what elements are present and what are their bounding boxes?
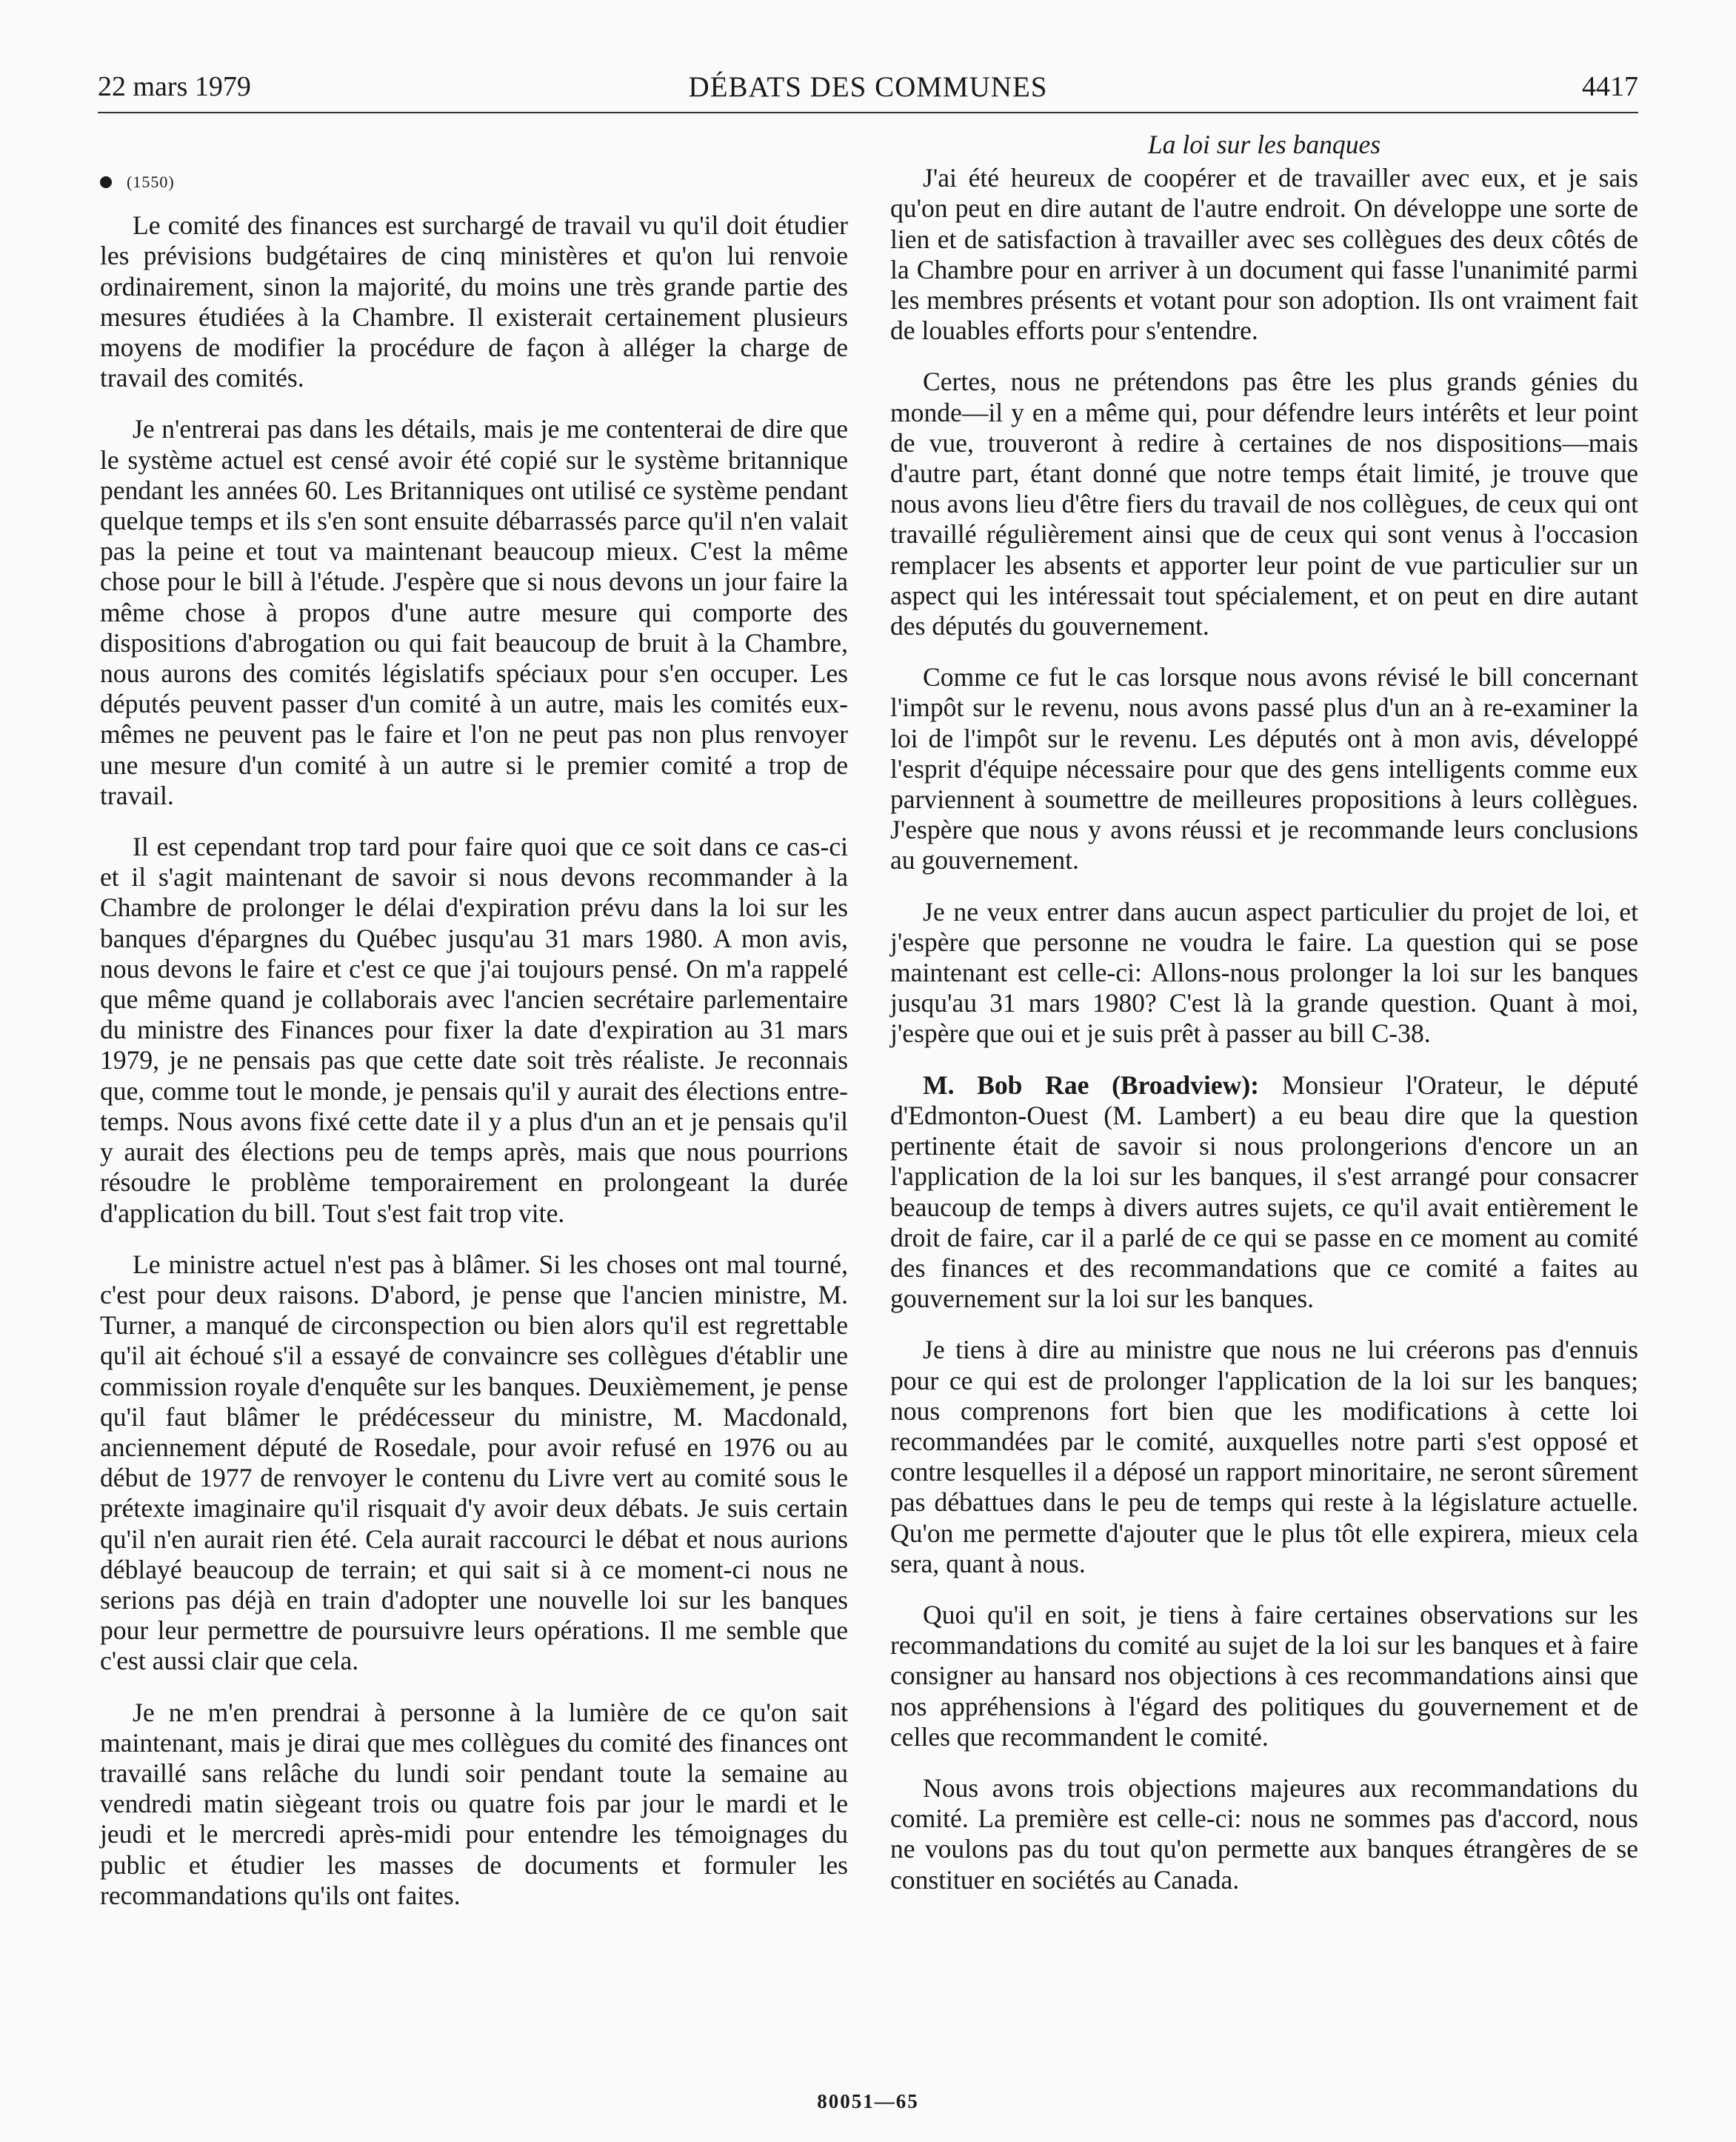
paragraph: Le ministre actuel n'est pas à blâmer. Si les choses ont mal tourné, c'est pour deux raisons. D'abord, je pense que l'ancien ministre, M. Turner, a manqué de circonspection ou bien alors qu'il est regrettable qu'il ait échoué s'il a essayé de convaincre ses collègues d'établir une commission royale d'enquête sur les banques. Deuxièmement, je pense qu'il faut blâmer le prédécesseur du ministre, M. Macdonald, anciennement député de Rosedale, pour avoir refusé en 1976 ou au début de 1977 de renvoyer le contenu du Livre vert au comité sous le prétexte imaginaire qu'il risquait d'y avoir deux débats. Je suis certain qu'il n'en aurait rien été. Cela aurait raccourci le débat et nous aurions déblayé beaucoup de terrain; et qui sait si à ce moment-ci nous ne serions pas déjà en train d'adopter une nouvelle loi sur les banques pour leur permettre de poursuivre leurs opérations. Il me semble que c'est aussi clair que cela. [100,1249,848,1676]
left-column [100,167,848,1932]
header-page-number: 4417 [1582,71,1638,102]
paragraph: Il est cependant trop tard pour faire quoi que ce soit dans ce cas-ci et il s'agit maintenant de savoir si nous devons recommander à la Chambre de prolonger le délai d'expiration prévu dans la loi sur les banques d'épargnes du Québec jusqu'au 31 mars 1980. A mon avis, nous devons le faire et c'est ce que j'ai toujours pensé. On m'a rappelé que même quand je collaborais avec l'ancien secrétaire parlementaire du ministre des Finances pour fixer la date d'expiration au 31 mars 1979, je ne pensais pas que cette date soit très réaliste. Je reconnais que, comme tout le monde, je pensais qu'il y aurait des élections entre-temps. Nous avons fixé cette date il y a plus d'un an et je pensais qu'il y aurait des élections peu de temps après, mais que nous pourrions résoudre le problème temporairement en prolongeant la durée d'application du bill. Tout s'est fait trop vite. [100,832,848,1228]
paragraph: Nous avons trois objections majeures aux recommandations du comité. La première est celle-ci: nous ne sommes pas d'accord, nous ne voulons pas du tout qu'on permette aux banques étrangères de se constituer en sociétés au Canada. [890,1772,1638,1895]
header-date: 22 mars 1979 [98,71,251,102]
paragraph: Quoi qu'il en soit, je tiens à faire certaines observations sur les recommandations du comité au sujet de la loi sur les banques et à faire consigner au hansard nos objections à ces recommandations ainsi que nos appréhensions à l'égard des politiques du gouvernement et de celles que recommandent le comité. [890,1599,1638,1752]
paragraph: Certes, nous ne prétendons pas être les plus grands génies du monde—il y en a même qui, pour défendre leurs intérêts et leur point de vue, trouveront à redire à certaines de nos dispositions—mais d'autre part, étant donné que notre temps était limité, je trouve que nous avons lieu d'être fiers du travail de nos collègues, de ceux qui ont travaillé régulièrement ainsi que de ceux qui sont venus à l'occasion remplacer les absents et apporter leur point de vue particulier sur un aspect qui les intéressait tout spécialement, et on peut en dire autant des députés du gouvernement. [890,367,1638,641]
time-marker-label: (1550) [127,173,175,191]
section-heading: La loi sur les banques [1147,130,1381,159]
paragraph: Le comité des finances est surchargé de travail vu qu'il doit étudier les prévisions budgétaires de cinq ministères et qu'on lui renvoie ordinairement, sinon la majorité, du moins une très grande partie des mesures étudiées à la Chambre. Il existerait certainement plusieurs moyens de modifier la procédure de façon à alléger la charge de travail des comités. [100,210,848,393]
bullet-icon [100,176,112,188]
page-header [98,70,1638,113]
paragraph: Je ne m'en prendrai à personne à la lumière de ce qu'on sait maintenant, mais je dirai que mes collègues du comité des finances ont travaillé sans relâche du lundi soir pendant toute la semaine au vendredi matin siègeant trois ou quatre fois par jour le mardi et le jeudi et le mercredi après-midi pour entendre les témoignages du public et étudier les masses de documents et formuler les recommandations qu'ils ont faites. [100,1697,848,1910]
paragraph: Comme ce fut le cas lorsque nous avons révisé le bill concernant l'impôt sur le revenu, nous avons passé plus d'un an à re-examiner la loi de l'impôt sur le revenu. Les députés ont à mon avis, développé l'esprit d'équipe nécessaire pour que des gens intelligents comme eux parviennent à soumettre de meilleures propositions à leurs collègues. J'espère que nous y avons réussi et je recommande leurs conclusions au gouvernement. [890,662,1638,875]
right-column [890,130,1638,1916]
paragraph: Je ne veux entrer dans aucun aspect particulier du projet de loi, et j'espère que personne ne voudra le faire. La question qui se pose maintenant est celle-ci: Allons-nous prolonger la loi sur les banques jusqu'au 31 mars 1980? C'est là la grande question. Quant à moi, j'espère que oui et je suis prêt à passer au bill C-38. [890,896,1638,1049]
time-marker [100,167,848,197]
speaker-text: Monsieur l'Orateur, le député d'Edmonton-Ouest (M. Lambert) a eu beau dire que la question pertinente était de savoir si nous prolongerions d'encore un an l'application de la loi sur les banques, il s'est arrangé pour consacrer beaucoup de temps à divers autres sujets, ce qu'il avait entièrement le droit de faire, car il a parlé de ce qui se passe en ce moment au comité des finances et des recommandations que ce comité a faites au gouvernement sur la loi sur les banques. [890,1070,1638,1314]
paragraph: Je n'entrerai pas dans les détails, mais je me contenterai de dire que le système actuel est censé avoir été copié sur le système britannique pendant les années 60. Les Britanniques ont utilisé ce système pendant quelque temps et ils s'en sont ensuite débarrassés parce qu'il n'en valait pas la peine et tout va maintenant beaucoup mieux. C'est la même chose pour le bill à l'étude. J'espère que si nous devons un jour faire la même chose à propos d'une autre mesure qui comporte des dispositions d'abrogation ou qui fait beaucoup de bruit à la Chambre, nous aurons des comités législatifs spéciaux pour s'en occuper. Les députés peuvent passer d'un comité à un autre, mais les comités eux-mêmes ne peuvent pas le faire et l'on ne peut pas non plus renvoyer une mesure d'un comité à un autre si le premier comité a trop de travail. [100,414,848,810]
page-footer-code: 80051—65 [817,2090,919,2112]
header-title: DÉBATS DES COMMUNES [688,71,1048,103]
paragraph: J'ai été heureux de coopérer et de travailler avec eux, et je sais qu'on peut en dire autant de l'autre endroit. On développe une sorte de lien et de satisfaction à travailler avec ses collègues des deux côtés de la Chambre pour en arriver à un document qui fasse l'unanimité parmi les membres présents et votant pour son adoption. Ils ont vraiment fait de louables efforts pour s'entendre. [890,163,1638,346]
speaker-name: M. Bob Rae (Broadview): [923,1070,1260,1100]
paragraph: Je tiens à dire au ministre que nous ne lui créerons pas d'ennuis pour ce qui est de prolonger l'application de la loi sur les banques; nous comprenons fort bien que les modifications à cette loi recommandées par le comité, auxquelles notre parti s'est opposé et contre lesquelles il a déposé un rapport minoritaire, ne seront sûrement pas débattues dans le peu de temps qui reste à la législature actuelle. Qu'on me permette d'ajouter que le plus tôt elle expirera, mieux cela sera, quant à nous. [890,1335,1638,1578]
speaker-paragraph [890,1070,1638,1315]
